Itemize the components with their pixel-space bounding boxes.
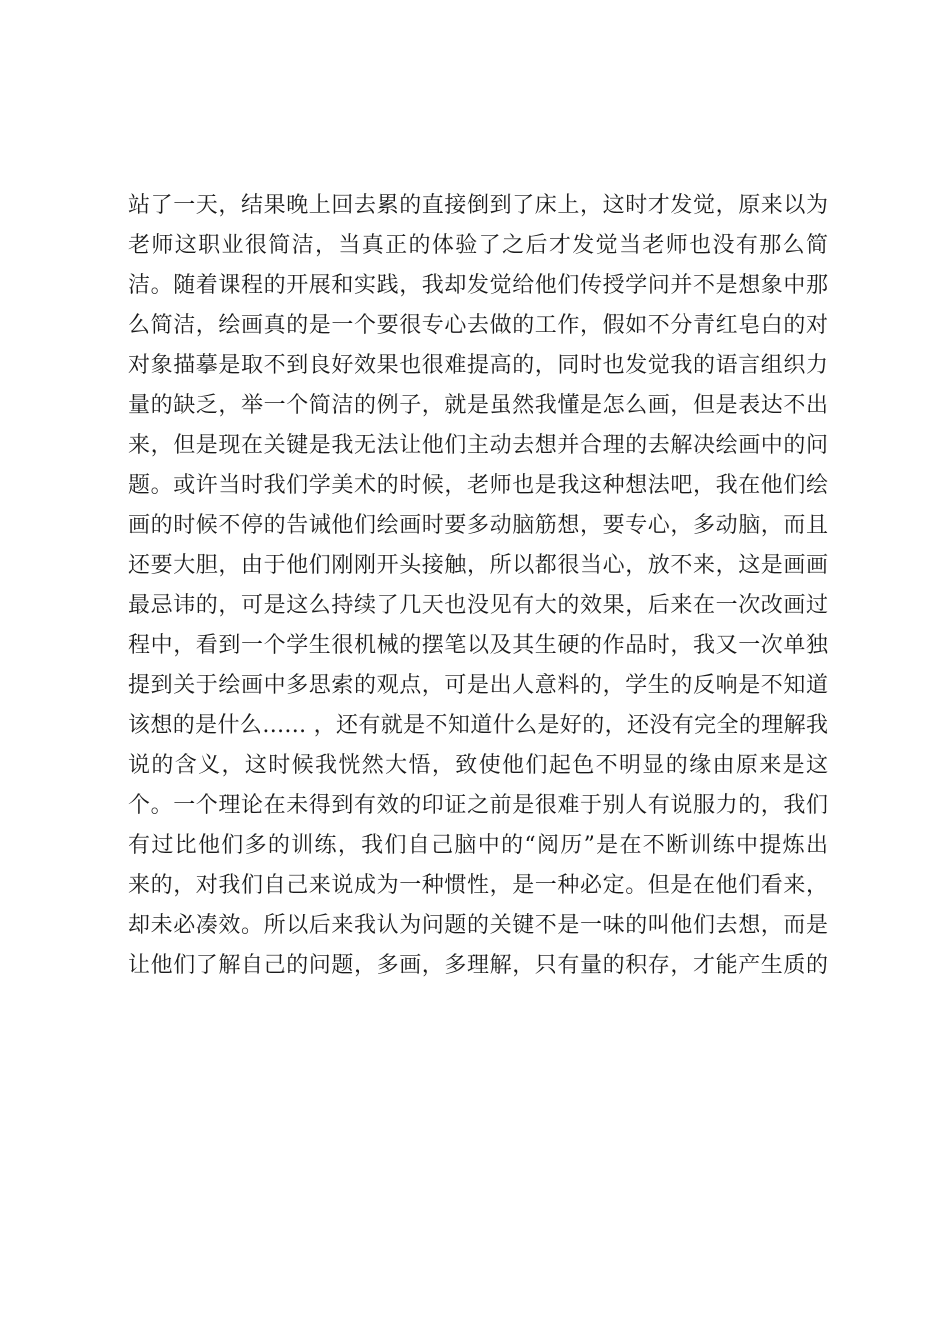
text-line: 却未必凑效。所以后来我认为问题的关键不是一味的叫他们去想，而是 [128, 913, 828, 938]
text-line: 题。或许当时我们学美术的时候，老师也是我这种想法吧，我在他们绘 [128, 473, 828, 498]
text-line: 站了一天，结果晚上回去累的直接倒到了床上，这时才发觉，原来以为 [128, 193, 828, 218]
text-line: 该想的是什么…… ，还有就是不知道什么是好的，还没有完全的理解我 [128, 713, 828, 738]
text-line: 说的含义，这时候我恍然大悟，致使他们起色不明显的缘由原来是这 [128, 753, 828, 778]
text-line: 还要大胆，由于他们刚刚开头接触，所以都很当心，放不来，这是画画 [128, 553, 828, 578]
text-line: 来的，对我们自己来说成为一种惯性，是一种必定。但是在他们看来， [128, 873, 828, 898]
text-line: 么简洁，绘画真的是一个要很专心去做的工作，假如不分青红皂白的对 [128, 313, 828, 338]
text-line: 提到关于绘画中多思索的观点，可是出人意料的，学生的反响是不知道 [128, 673, 828, 698]
text-line: 有过比他们多的训练，我们自己脑中的“阅历”是在不断训练中提炼出 [128, 833, 828, 858]
text-line: 来，但是现在关键是我无法让他们主动去想并合理的去解决绘画中的问 [128, 433, 828, 458]
text-line: 画的时候不停的告诫他们绘画时要多动脑筋想，要专心，多动脑，而且 [128, 513, 828, 538]
text-line: 个。一个理论在未得到有效的印证之前是很难于别人有说服力的，我们 [128, 793, 828, 818]
text-line: 程中，看到一个学生很机械的摆笔以及其生硬的作品时，我又一次单独 [128, 633, 828, 658]
text-line: 对象描摹是取不到良好效果也很难提高的，同时也发觉我的语言组织力 [128, 353, 828, 378]
body-paragraph [128, 186, 828, 986]
text-line: 让他们了解自己的问题，多画，多理解，只有量的积存，才能产生质的 [128, 953, 828, 978]
text-line: 最忌讳的，可是这么持续了几天也没见有大的效果，后来在一次改画过 [128, 593, 828, 618]
text-line: 老师这职业很简洁，当真正的体验了之后才发觉当老师也没有那么简 [128, 233, 828, 258]
text-line: 量的缺乏，举一个简洁的例子，就是虽然我懂是怎么画，但是表达不出 [128, 393, 828, 418]
text-line: 洁。随着课程的开展和实践，我却发觉给他们传授学问并不是想象中那 [128, 273, 828, 298]
